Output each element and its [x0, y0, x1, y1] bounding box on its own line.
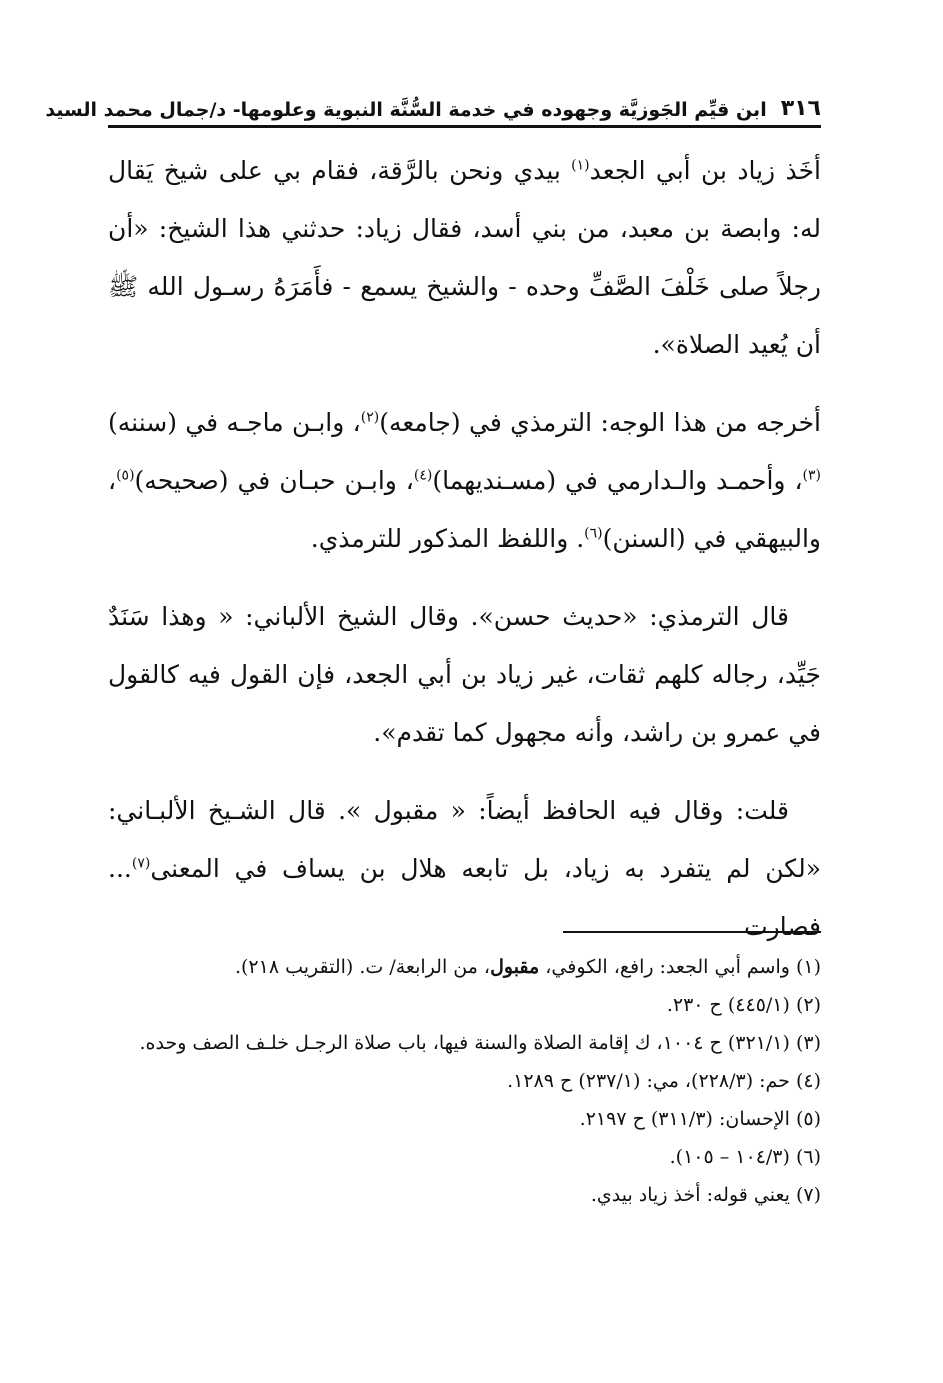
footnote-6: [108, 1138, 821, 1176]
footnote-ref-2[interactable]: (٢): [360, 409, 380, 426]
footnote-ref-6[interactable]: (٦): [584, 525, 603, 542]
footnote-text: (٣٢١/١) ح ١٠٠٤، ك إقامة الصلاة والسنة فيها، باب صلاة الرجـل خلـف الصف وحده.: [139, 1032, 790, 1054]
running-header: [45, 88, 821, 128]
footnote-7: [108, 1176, 821, 1214]
paragraph-text: أخَذ زياد بن أبي الجعد: [589, 156, 821, 185]
footnote-text: (١٠٤/٣ – ١٠٥).: [669, 1146, 790, 1168]
paragraph-4: [108, 782, 821, 956]
footnote-ref-3[interactable]: (٣): [802, 467, 821, 484]
footnote-number: (٣): [795, 1032, 821, 1054]
footnote-text: (٤٤٥/١) ح ٢٣٠.: [666, 994, 790, 1016]
paragraph-text: ، والبيهقي في (السنن): [108, 466, 821, 553]
footnote-number: (٥): [795, 1108, 821, 1130]
footnote-number: (٧): [795, 1184, 821, 1206]
footnote-ref-5[interactable]: (٥): [116, 467, 135, 484]
page-number: ٣١٦: [780, 96, 821, 121]
footnote-5: [108, 1100, 821, 1138]
footnote-ref-1[interactable]: (١): [571, 157, 590, 174]
paragraph-text: . واللفظ المذكور للترمذي.: [310, 524, 585, 553]
paragraph-1: [108, 142, 821, 374]
footnote-2: [108, 986, 821, 1024]
footnotes-list: [108, 948, 821, 1214]
paragraph-text: أخرجه من هذا الوجه: الترمذي في (جامعه): [379, 408, 821, 437]
footnote-text: حم: (٢٢٨/٣)، مي: (٢٣٧/١) ح ١٢٨٩.: [507, 1070, 790, 1092]
paragraph-text: ، وأحمـد والـدارمي في (مسـنديهما): [432, 466, 803, 495]
paragraph-text: ، وابـن ماجـه في (سننه): [108, 408, 361, 437]
footnote-ref-4[interactable]: (٤): [413, 467, 433, 484]
footnote-1: [108, 948, 821, 986]
footnote-bold-term: مقبول: [490, 956, 540, 978]
footnote-text: واسم أبي الجعد: رافع، الكوفي،: [539, 956, 790, 978]
footnote-number: (٢): [795, 994, 821, 1016]
footnote-number: (٦): [795, 1146, 821, 1168]
paragraph-text: ، وابـن حبـان في (صحيحه): [134, 466, 414, 495]
footnote-separator: [563, 931, 821, 933]
footnote-number: (١): [795, 956, 821, 978]
paragraph-2: [108, 394, 821, 568]
footnote-4: [108, 1062, 821, 1100]
footnote-3: [108, 1024, 821, 1062]
paragraph-text: ... فصارت: [108, 854, 821, 941]
main-text: [108, 142, 821, 976]
paragraph-3: قال الترمذي: «حديث حسن». وقال الشيخ الألباني: « وهذا سَنَدٌ جَيِّد، رجاله كلهم ثقات، غير زياد بن أبي الجعد، فإن القول فيه كالقول في عمرو بن راشد، وأنه مجهول كما تقدم».: [108, 602, 821, 747]
paragraph-text: قلت: وقال فيه الحافظ أيضاً: « مقبول ». قال الشـيخ الألبـاني: «لكن لم يتفرد به زياد، بل تابعه هلال بن يساف في المعنى: [108, 796, 821, 883]
footnote-text: يعني قوله: أخذ زياد بيدي.: [590, 1184, 790, 1206]
footnote-number: (٤): [795, 1070, 821, 1092]
footnote-ref-7[interactable]: (٧): [131, 855, 151, 872]
footnote-text: ، من الرابعة/ ت. (التقريب ٢١٨).: [234, 956, 491, 978]
footnote-text: الإحسان: (٣١١/٣) ح ٢١٩٧.: [579, 1108, 790, 1130]
running-title: ابن قيِّم الجَوزيَّة وجهوده في خدمة السُّنَّة النبوية وعلومها- د/جمال محمد السيد: [45, 99, 767, 121]
paragraph-text: بيدي ونحن بالرَّقة، فقام بي على شيخ يَقال له: وابصة بن معبد، من بني أسد، فقال زياد: حدثني هذا الشيخ: «أن رجلاً صلى خَلْفَ الصَّفِّ وحده - والشيخ يسمع - فأَمَرَهُ رسـول الله ﷺ أن يُعيد الصلاة».: [108, 156, 821, 359]
